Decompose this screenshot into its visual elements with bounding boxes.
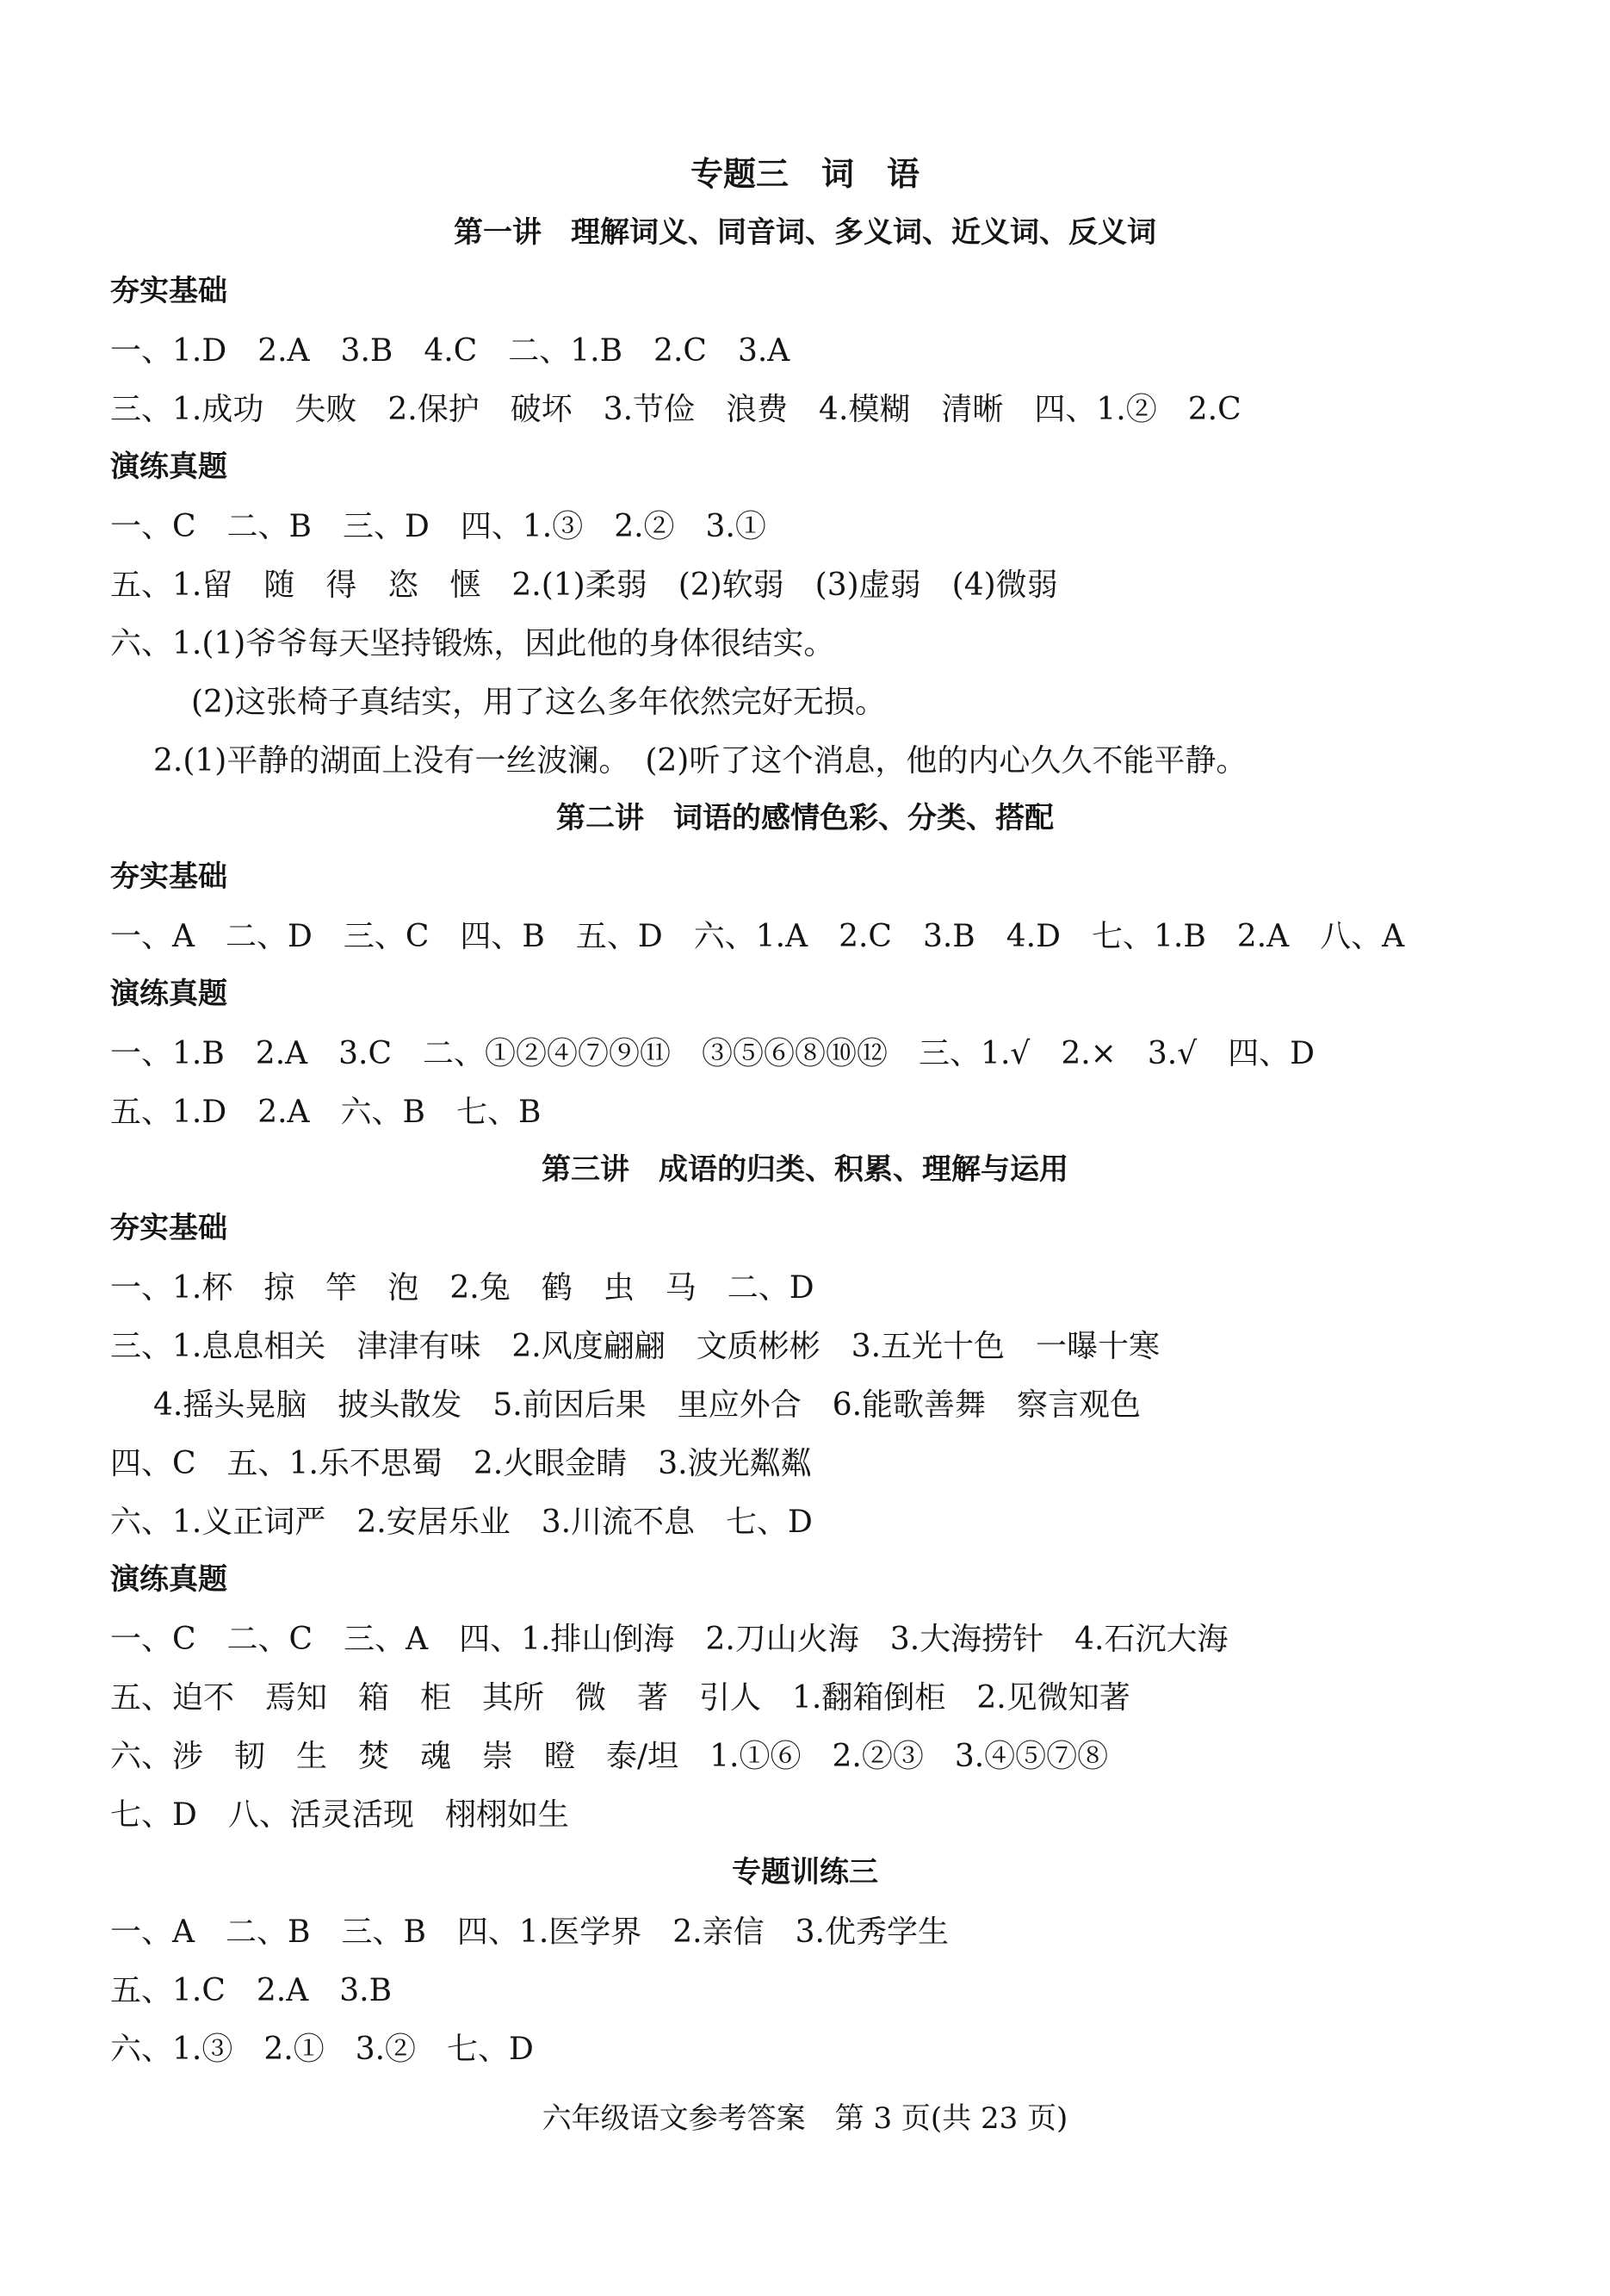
answer-line: 一、A 二、B 三、B 四、1.医学界 2.亲信 3.优秀学生 bbox=[110, 1914, 949, 1950]
answer-line: 一、1.B 2.A 3.C 二、①②④⑦⑨⑪ ③⑤⑥⑧⑩⑫ 三、1.√ 2.× 3.√ 四、D bbox=[110, 1036, 1315, 1071]
lecture-2-practice-label: 演练真题 bbox=[110, 977, 227, 1011]
answer-line: 一、1.杯 掠 竿 泡 2.兔 鹤 虫 马 二、D bbox=[110, 1270, 814, 1306]
training-heading: 专题训练三 bbox=[732, 1855, 878, 1890]
answer-line: 三、1.成功 失败 2.保护 破坏 3.节俭 浪费 4.模糊 清晰 四、1.② 2.C bbox=[110, 392, 1242, 427]
lecture-1-basics-label: 夯实基础 bbox=[110, 274, 227, 308]
answer-line: 五、1.D 2.A 六、B 七、B bbox=[110, 1095, 542, 1130]
answer-line: 五、迫不 焉知 箱 柜 其所 微 著 引人 1.翻箱倒柜 2.见微知著 bbox=[110, 1680, 1130, 1716]
answer-line: 五、1.C 2.A 3.B bbox=[110, 1973, 393, 2008]
answer-line: 一、A 二、D 三、C 四、B 五、D 六、1.A 2.C 3.B 4.D 七、1.B 2.A 八、A bbox=[110, 919, 1405, 954]
answer-line: 七、D 八、活灵活现 栩栩如生 bbox=[110, 1797, 569, 1833]
answer-line: 六、涉 韧 生 焚 魂 崇 瞪 泰/坦 1.①⑥ 2.②③ 3.④⑤⑦⑧ bbox=[110, 1739, 1109, 1774]
answer-line: 一、1.D 2.A 3.B 4.C 二、1.B 2.C 3.A bbox=[110, 333, 790, 369]
answer-line: 三、1.息息相关 津津有味 2.风度翩翩 文质彬彬 3.五光十色 一曝十寒 bbox=[110, 1329, 1161, 1364]
answer-line: 四、C 五、1.乐不思蜀 2.火眼金睛 3.波光粼粼 bbox=[110, 1446, 812, 1481]
lecture-1-practice-label: 演练真题 bbox=[110, 450, 227, 484]
lecture-3-practice-label: 演练真题 bbox=[110, 1562, 227, 1597]
answer-line: 4.摇头晃脑 披头散发 5.前因后果 里应外合 6.能歌善舞 察言观色 bbox=[153, 1387, 1142, 1423]
page-footer: 六年级语文参考答案 第 3 页(共 23 页) bbox=[542, 2101, 1068, 2136]
answer-line: 六、1.义正词严 2.安居乐业 3.川流不息 七、D bbox=[110, 1505, 813, 1540]
lecture-3-heading: 第三讲 成语的归类、积累、理解与运用 bbox=[542, 1152, 1068, 1187]
answer-line: 五、1.留 随 得 恣 惬 2.(1)柔弱 (2)软弱 (3)虚弱 (4)微弱 bbox=[110, 568, 1058, 603]
answer-line: 一、C 二、B 三、D 四、1.③ 2.② 3.① bbox=[110, 509, 766, 544]
lecture-2-basics-label: 夯实基础 bbox=[110, 859, 227, 894]
lecture-1-heading: 第一讲 理解词义、同音词、多义词、近义词、反义词 bbox=[454, 215, 1156, 250]
answer-line: 一、C 二、C 三、A 四、1.排山倒海 2.刀山火海 3.大海捞针 4.石沉大海 bbox=[110, 1622, 1229, 1657]
topic-title: 专题三 词 语 bbox=[690, 155, 920, 193]
answer-line: (2)这张椅子真结实，用了这么多年依然完好无损。 bbox=[191, 685, 886, 720]
lecture-3-basics-label: 夯实基础 bbox=[110, 1211, 227, 1245]
answer-line: 六、1.(1)爷爷每天坚持锻炼，因此他的身体很结实。 bbox=[110, 626, 835, 661]
answer-line: 六、1.③ 2.① 3.② 七、D bbox=[110, 2032, 534, 2067]
answer-line: 2.(1)平静的湖面上没有一丝波澜。 (2)听了这个消息，他的内心久久不能平静。 bbox=[153, 743, 1248, 779]
lecture-2-heading: 第二讲 词语的感情色彩、分类、搭配 bbox=[556, 801, 1054, 835]
